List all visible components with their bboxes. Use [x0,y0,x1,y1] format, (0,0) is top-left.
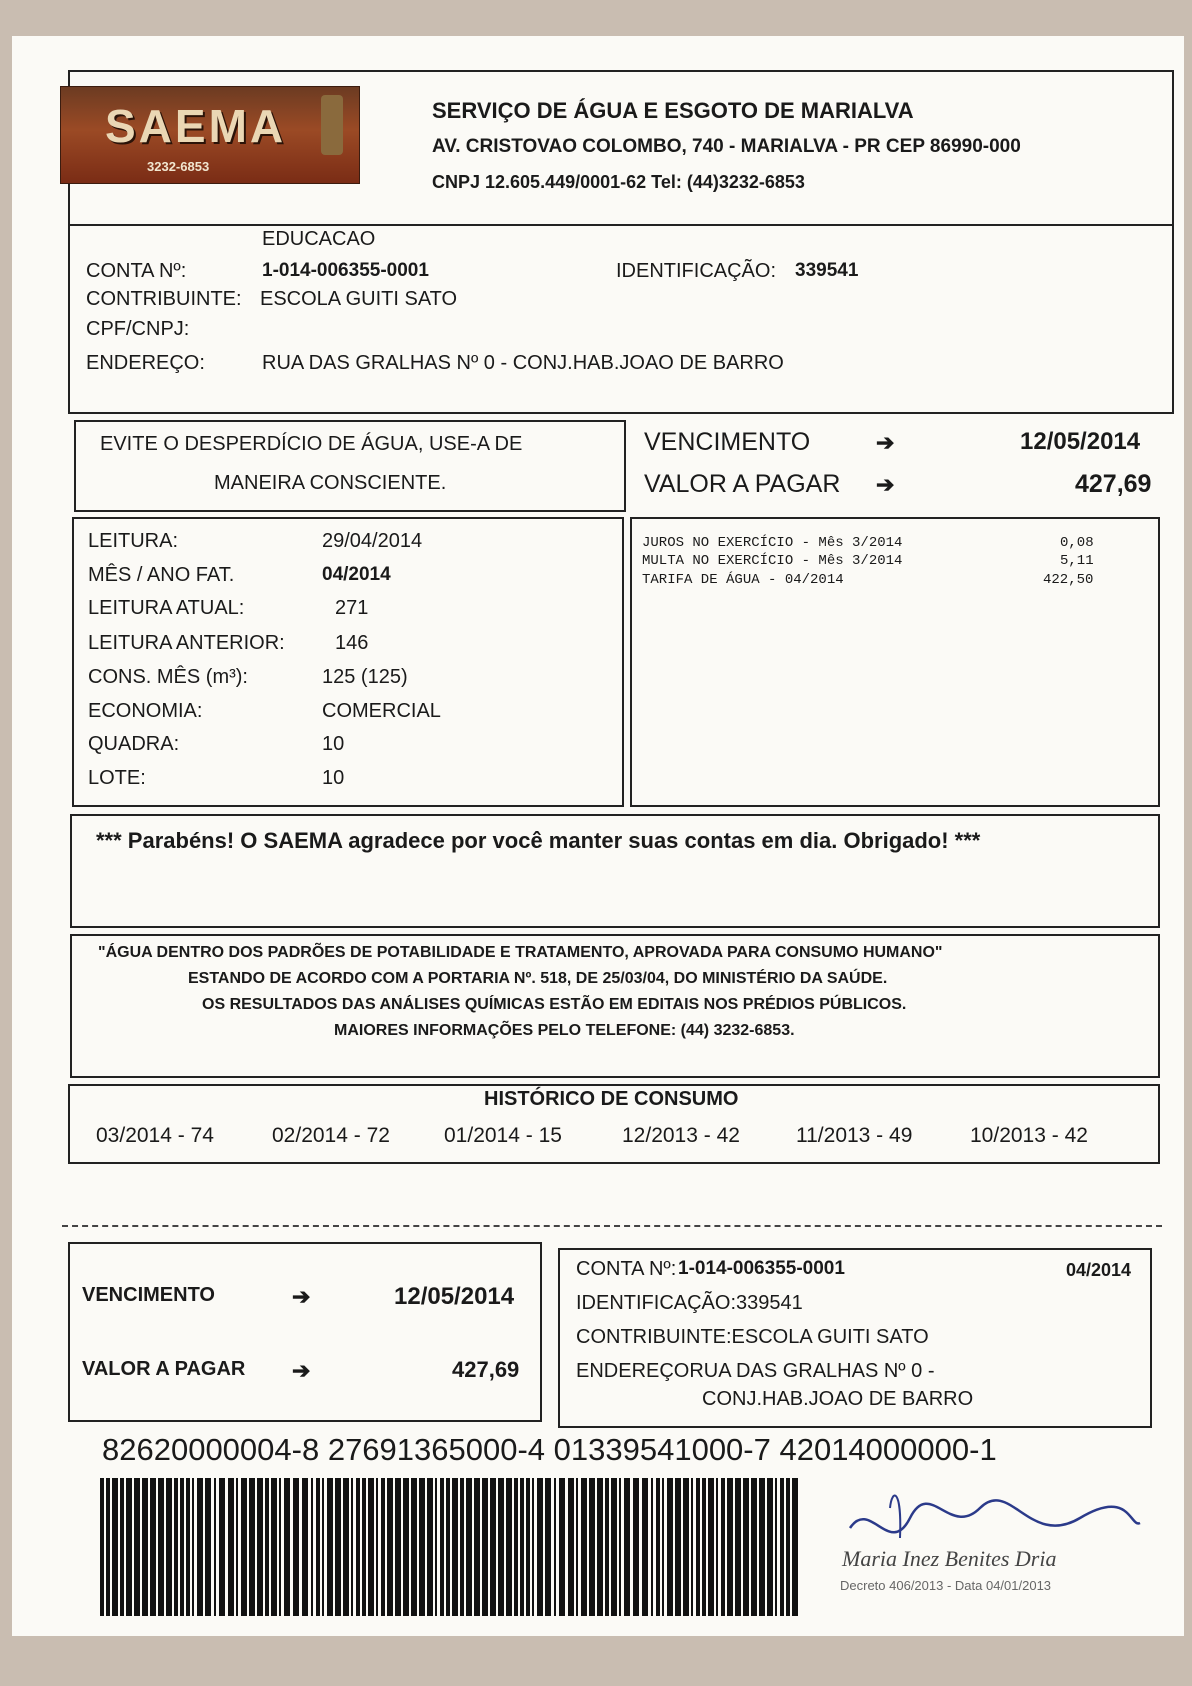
history-item: 11/2013 - 49 [796,1124,913,1147]
reading-value: 146 [335,632,369,654]
account-box [68,224,1174,414]
org-address: AV. CRISTOVAO COLOMBO, 740 - MARIALVA - PR CEP 86990-000 [432,136,1021,157]
vencimento-label: VENCIMENTO [644,428,811,456]
reading-label: LOTE: [88,767,146,789]
charge-desc: MULTA NO EXERCÍCIO - Mês 3/2014 [642,553,903,569]
reading-label: LEITURA ATUAL: [88,597,245,619]
history-item: 03/2014 - 74 [96,1124,214,1147]
arrow-right-icon: ➔ [292,1358,311,1383]
reading-value: 125 (125) [322,666,408,688]
charge-value: 422,50 [1043,572,1094,588]
reading-value: COMERCIAL [322,700,441,722]
quality-line1: "ÁGUA DENTRO DOS PADRÕES DE POTABILIDADE E TRATAMENTO, APROVADA PARA CONSUMO HUMANO" [98,944,943,961]
valor-label: VALOR A PAGAR [644,470,841,498]
stub-endereco-line2: CONJ.HAB.JOAO DE BARRO [702,1388,974,1410]
arrow-right-icon: ➔ [876,472,895,497]
reading-label: LEITURA ANTERIOR: [88,632,285,654]
vencimento-value: 12/05/2014 [1020,428,1141,455]
contribuinte-label: CONTRIBUINTE: [86,288,242,310]
charge-desc: JUROS NO EXERCÍCIO - Mês 3/2014 [642,535,903,551]
reading-label: CONS. MÊS (m³): [88,666,248,688]
cpf-label: CPF/CNPJ: [86,318,190,340]
reading-label: QUADRA: [88,733,180,755]
charge-desc: TARIFA DE ÁGUA - 04/2014 [642,572,844,588]
identificacao-label: IDENTIFICAÇÃO: [616,260,777,282]
org-cnpj-tel: CNPJ 12.605.449/0001-62 Tel: (44)3232-6853 [432,172,805,192]
history-title: HISTÓRICO DE CONSUMO [484,1088,739,1110]
history-item: 12/2013 - 42 [622,1124,740,1147]
stub-conta-value: 1-014-006355-0001 [678,1258,845,1279]
logo-wordmark: SAEMA [105,100,287,152]
faucet-icon [321,95,343,155]
reading-label: MÊS / ANO FAT. [88,564,235,586]
history-item: 02/2014 - 72 [272,1124,390,1147]
stub-ref: 04/2014 [1066,1260,1132,1280]
signature-name: Maria Inez Benites Dria [842,1546,1057,1571]
conta-value: 1-014-006355-0001 [262,260,429,281]
reading-value: 10 [322,767,345,789]
stub-endereco-line1: ENDEREÇORUA DAS GRALHAS Nº 0 - [576,1360,935,1382]
reading-value: 04/2014 [322,564,391,585]
saema-logo [60,86,360,184]
stub-vencimento-label: VENCIMENTO [82,1284,215,1306]
contribuinte-value: ESCOLA GUITI SATO [260,288,458,310]
notice-line2: MANEIRA CONSCIENTE. [214,472,447,494]
history-item: 01/2014 - 15 [444,1124,562,1147]
reading-value: 29/04/2014 [322,530,423,552]
thanks-message: *** Parabéns! O SAEMA agradece por você manter suas contas em dia. Obrigado! *** [96,828,981,853]
logo-phone: 3232-6853 [147,159,210,174]
charge-value: 5,11 [1060,553,1094,569]
stub-contribuinte: CONTRIBUINTE:ESCOLA GUITI SATO [576,1326,929,1348]
stub-due-box [68,1242,542,1422]
valor-value: 427,69 [1075,470,1152,498]
payment-code: 82620000004-8 27691365000-4 01339541000-7 42014000000-1 [102,1432,997,1467]
quality-line3: OS RESULTADOS DAS ANÁLISES QUÍMICAS ESTÃO EM EDITAIS NOS PRÉDIOS PÚBLICOS. [202,996,907,1013]
account-category: EDUCACAO [262,228,376,250]
quality-line2: ESTANDO DE ACORDO COM A PORTARIA Nº. 518, DE 25/03/04, DO MINISTÉRIO DA SAÚDE. [188,970,888,987]
reading-label: ECONOMIA: [88,700,203,722]
reading-value: 271 [335,597,369,619]
stub-conta-label: CONTA Nº: [576,1258,677,1280]
conta-label: CONTA Nº: [86,260,187,282]
endereco-value: RUA DAS GRALHAS Nº 0 - CONJ.HAB.JOAO DE BARRO [262,352,784,374]
stub-valor-value: 427,69 [452,1357,520,1382]
history-item: 10/2013 - 42 [970,1124,1088,1147]
arrow-right-icon: ➔ [292,1284,311,1309]
cut-line [62,1225,1162,1227]
notice-line1: EVITE O DESPERDÍCIO DE ÁGUA, USE-A DE [100,433,523,455]
stub-identificacao: IDENTIFICAÇÃO:339541 [576,1292,803,1314]
stub-valor-label: VALOR A PAGAR [82,1358,246,1380]
org-name: SERVIÇO DE ÁGUA E ESGOTO DE MARIALVA [432,98,914,123]
quality-line4: MAIORES INFORMAÇÕES PELO TELEFONE: (44) 3232-6853. [334,1022,795,1039]
reading-label: LEITURA: [88,530,179,552]
signature-stamp [830,1478,1150,1618]
charge-value: 0,08 [1060,535,1094,551]
arrow-right-icon: ➔ [876,430,895,455]
endereco-label: ENDEREÇO: [86,352,205,374]
barcode-icon [100,1478,808,1616]
identificacao-value: 339541 [795,260,859,281]
signature-decree: Decreto 406/2013 - Data 04/01/2013 [840,1578,1052,1593]
reading-box [72,517,624,807]
stub-vencimento-value: 12/05/2014 [394,1283,515,1310]
reading-value: 10 [322,733,345,755]
